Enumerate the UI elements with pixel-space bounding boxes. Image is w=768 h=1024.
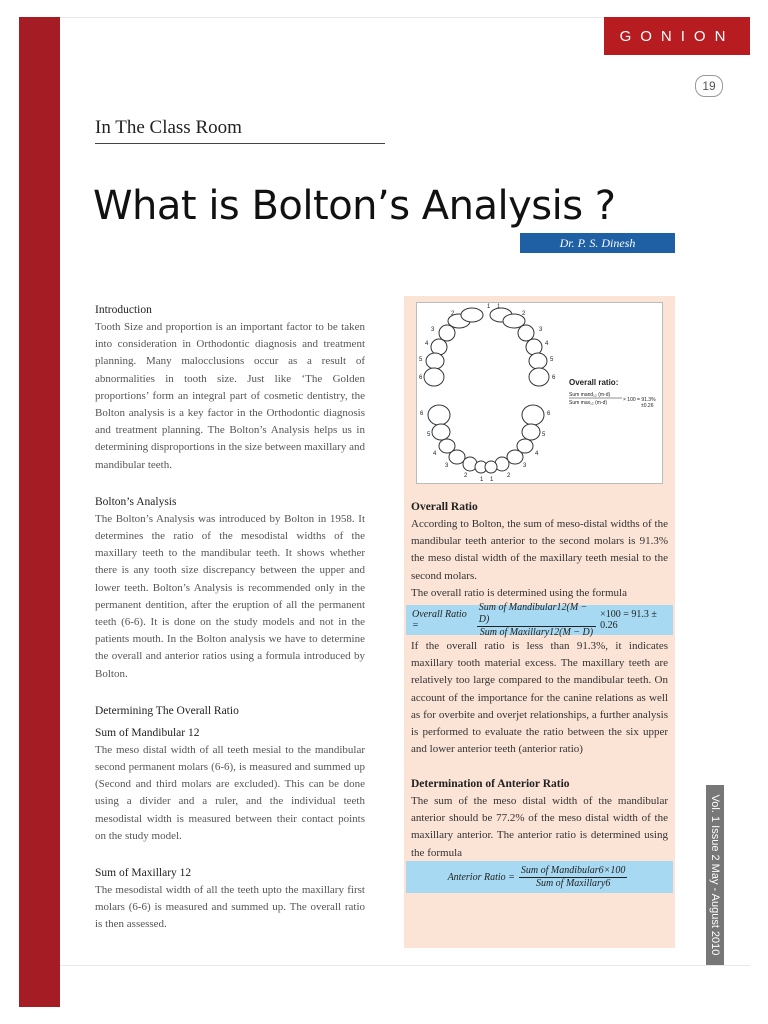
formula2-lhs: Anterior Ratio = [447,871,515,883]
dental-arch-figure [416,302,663,484]
frame-bottom-line [60,965,750,966]
upper-arch [424,308,549,386]
anterior-ratio-paragraph: The sum of the meso distal width of the mandibular anterior should be 77.2% of the meso distal width of the maxillary anterior. The anterior ratio is determined using the formula [411,795,668,859]
figure-ratio-label: Overall ratio: [569,378,619,387]
left-red-bar [19,17,60,1007]
tooth-number: 2 [507,473,511,479]
overall-formula-intro: The overall ratio is determined using the formula [411,586,627,599]
anterior-ratio-title: Determination of Anterior Ratio [411,778,570,790]
overall-ratio-title: Overall Ratio [411,501,478,513]
tooth-number: 3 [445,463,449,469]
tooth-number: 6 [419,375,423,381]
tooth-number: 5 [542,432,546,438]
tooth-number: 3 [431,327,435,333]
overall-ratio-paragraph: According to Bolton, the sum of meso-distal widths of the mandibular teeth anterior to the second molars is 91.3% the meso distal width of the maxillary teeth mesial to the second molars. [411,518,668,582]
bolton-heading: Bolton’s Analysis [95,495,177,508]
tooth-number: 6 [420,411,424,417]
figure-denominator: Sum max₁₂ (m-d) [569,400,608,406]
tooth-number: 5 [550,357,554,363]
formula1-lhs: Overall Ratio = [412,609,467,631]
tooth-number: 4 [433,451,437,457]
maxillary-paragraph: The mesodistal width of all the teeth upto the maxillary first molars (6-6) is measured and summed up. The overall ratio is then assessed. [95,884,365,931]
formula2-fraction [519,865,628,890]
tooth-number: 4 [545,341,549,347]
figure-tolerance: ±0.26 [641,403,654,409]
tooth-number: 2 [522,311,526,317]
tooth-number: 6 [552,375,556,381]
figure-numerator: Sum mand₁₂ (m-d) [569,392,611,398]
overall-ratio-block [411,499,668,602]
intro-heading: Introduction [95,304,152,316]
mandibular-paragraph: The meso distal width of all teeth mesial to the mandibular second permanent molars (6-6), is measured and summed up (Second and third molars are excluded). This can be done using a divider and a ruler, and the individual teeth mesodistal width is measured between their contact points on the study model. [95,743,365,842]
figure-result: × 100 = 91.3% [623,397,656,403]
tooth-number: 1 [487,304,491,310]
formula1-denominator: Sum of Maxillary12(M − D) [479,626,594,638]
after-formula-block [411,638,668,758]
tooth-number: 2 [451,311,455,317]
tooth-number: 4 [425,341,429,347]
article-title: What is Bolton’s Analysis ? [93,182,616,229]
anterior-ratio-block [411,776,668,862]
formula2-numerator: Sum of Mandibular6×100 [520,864,626,876]
formula2-denominator: Sum of Maxillary6 [535,877,611,889]
overall-ratio-heading: Determining The Overall Ratio [95,704,239,717]
tooth-number: 1 [490,477,494,483]
section-label: In The Class Room [95,117,242,138]
tooth-number: 4 [535,451,539,457]
tooth-number: 3 [523,463,527,469]
tooth-number: 3 [539,327,543,333]
volume-label: Vol. 1 Issue 2 May - August 2010 [709,794,721,956]
section-rule [95,143,385,144]
anterior-ratio-formula [406,861,673,893]
overall-ratio-formula [406,601,673,638]
maxillary-heading: Sum of Maxillary 12 [95,867,192,880]
mandibular-heading: Sum of Mandibular 12 [95,726,200,739]
formula1-numerator: Sum of Mandibular12(M − D) [477,602,596,627]
formula1-rhs: ×100 = 91.3 ± 0.26 [600,609,657,631]
tooth-number: 2 [464,473,468,479]
after-formula-paragraph: If the overall ratio is less than 91.3%, it indicates maxillary tooth material excess. The maxillary teeth are relatively too large compared to the mandibular teeth. On account of the importance for the canine relations as well as for overbite and overjet relationships, a further analysis is performed to evaluate the ratio between the six upper and lower anterior teeth (anterior ratio) [411,640,668,756]
tooth-number: 1 [480,477,484,483]
tooth-number: 1 [497,304,501,310]
brand-logo: GONION [604,17,750,55]
left-column [95,302,365,934]
page-number: 19 [695,75,723,97]
intro-paragraph: Tooth Size and proportion is an important factor to be taken into consideration in Orthodontic diagnosis and treatment planning. Many malocclusions occur as a result of abnormalities in tooth size. Just like ‘The Golden proportions’ form an integral part of cosmetic dentistry, the Bolton analysis is a key factor in the Orthodontic diagnosis and treatment planning. The Bolton’s Analysis helps us in determining disproportions in the size between maxillary and mandibular teeth. [95,321,365,471]
tooth-number: 6 [547,411,551,417]
author-badge: Dr. P. S. Dinesh [520,233,675,253]
formula1-fraction [477,602,596,639]
bolton-paragraph: The Bolton’s Analysis was introduced by Bolton in 1958. It determines the ratio of the mesodistal widths of the maxillary teeth to the mandibular teeth. It shows whether there is any tooth size discrepancy between the upper and lower teeth. Bolton’s Analysis is recommended only in the permanent dentition, after the eruption of all the permanent teeth (6-6). It is done on the study models and not in the patients mouth. In the Bolton analysis we have to determine the overall and anterior ratios using a formula introduced by Bolton. [95,512,365,680]
dental-arch-diagram [417,303,662,483]
tooth-number: 5 [419,357,423,363]
tooth-number: 5 [427,432,431,438]
